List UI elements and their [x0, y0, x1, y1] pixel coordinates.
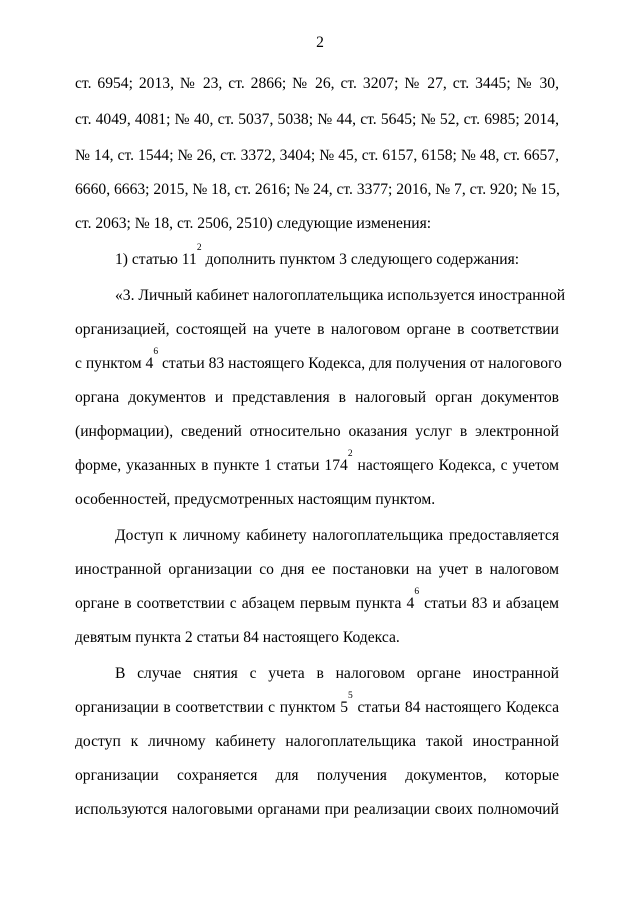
text-line: ст. 4049, 4081; № 40, ст. 5037, 5038; № 44, ст. 5645; № 52, ст. 6985; 2014,: [75, 111, 559, 128]
text-line: форме, указанных в пункте 1 статьи $174^2$ настоящего Кодекса, с учетом: [75, 449, 559, 474]
text-line: с пунктом $4^6$ статьи 83 настоящего Кодекса, для получения от налогового: [75, 347, 562, 372]
text-line: девятым пункта 2 статьи 84 настоящего Кодекса.: [75, 629, 400, 646]
text-line: ст. 2063; № 18, ст. 2506, 2510) следующие изменения:: [75, 215, 432, 232]
text-line: иностранной организации со дня ее постановки на учет в налоговом: [75, 561, 559, 578]
text-line: 6660, 6663; 2015, № 18, ст. 2616; № 24, ст. 3377; 2016, № 7, ст. 920; № 15,: [75, 181, 560, 198]
text-line: организации в соответствии с пунктом $5^5$ статьи 84 настоящего Кодекса: [75, 691, 559, 716]
text-line: (информации), сведений относительно оказания услуг в электронной: [75, 423, 559, 440]
page-number: 2: [316, 34, 324, 51]
text-line: организации сохраняется для получения документов, которые: [75, 767, 559, 784]
text-line: органа документов и представления в налоговый орган документов: [75, 389, 559, 406]
text-line: особенностей, предусмотренных настоящим пунктом.: [75, 491, 436, 508]
text-line: органе в соответствии с абзацем первым пункта $4^6$ статьи 83 и абзацем: [75, 587, 559, 612]
text-line: ст. 6954; 2013, № 23, ст. 2866; № 26, ст. 3207; № 27, ст. 3445; № 30,: [75, 75, 559, 92]
text-line: № 14, ст. 1544; № 26, ст. 3372, 3404; № 45, ст. 6157, 6158; № 48, ст. 6657,: [75, 147, 559, 164]
text-line: 1) статью $11^2$ дополнить пунктом 3 следующего содержания:: [115, 243, 520, 268]
text-line: доступ к личному кабинету налогоплательщика такой иностранной: [75, 733, 559, 750]
text-line: Доступ к личному кабинету налогоплательщика предоставляется: [115, 527, 559, 544]
text-line: В случае снятия с учета в налоговом органе иностранной: [115, 665, 559, 682]
text-line: организацией, состоящей на учете в налоговом органе в соответствии: [75, 321, 559, 338]
text-line: используются налоговыми органами при реализации своих полномочий: [75, 801, 559, 818]
text-line: «3. Личный кабинет налогоплательщика используется иностранной: [115, 287, 566, 304]
